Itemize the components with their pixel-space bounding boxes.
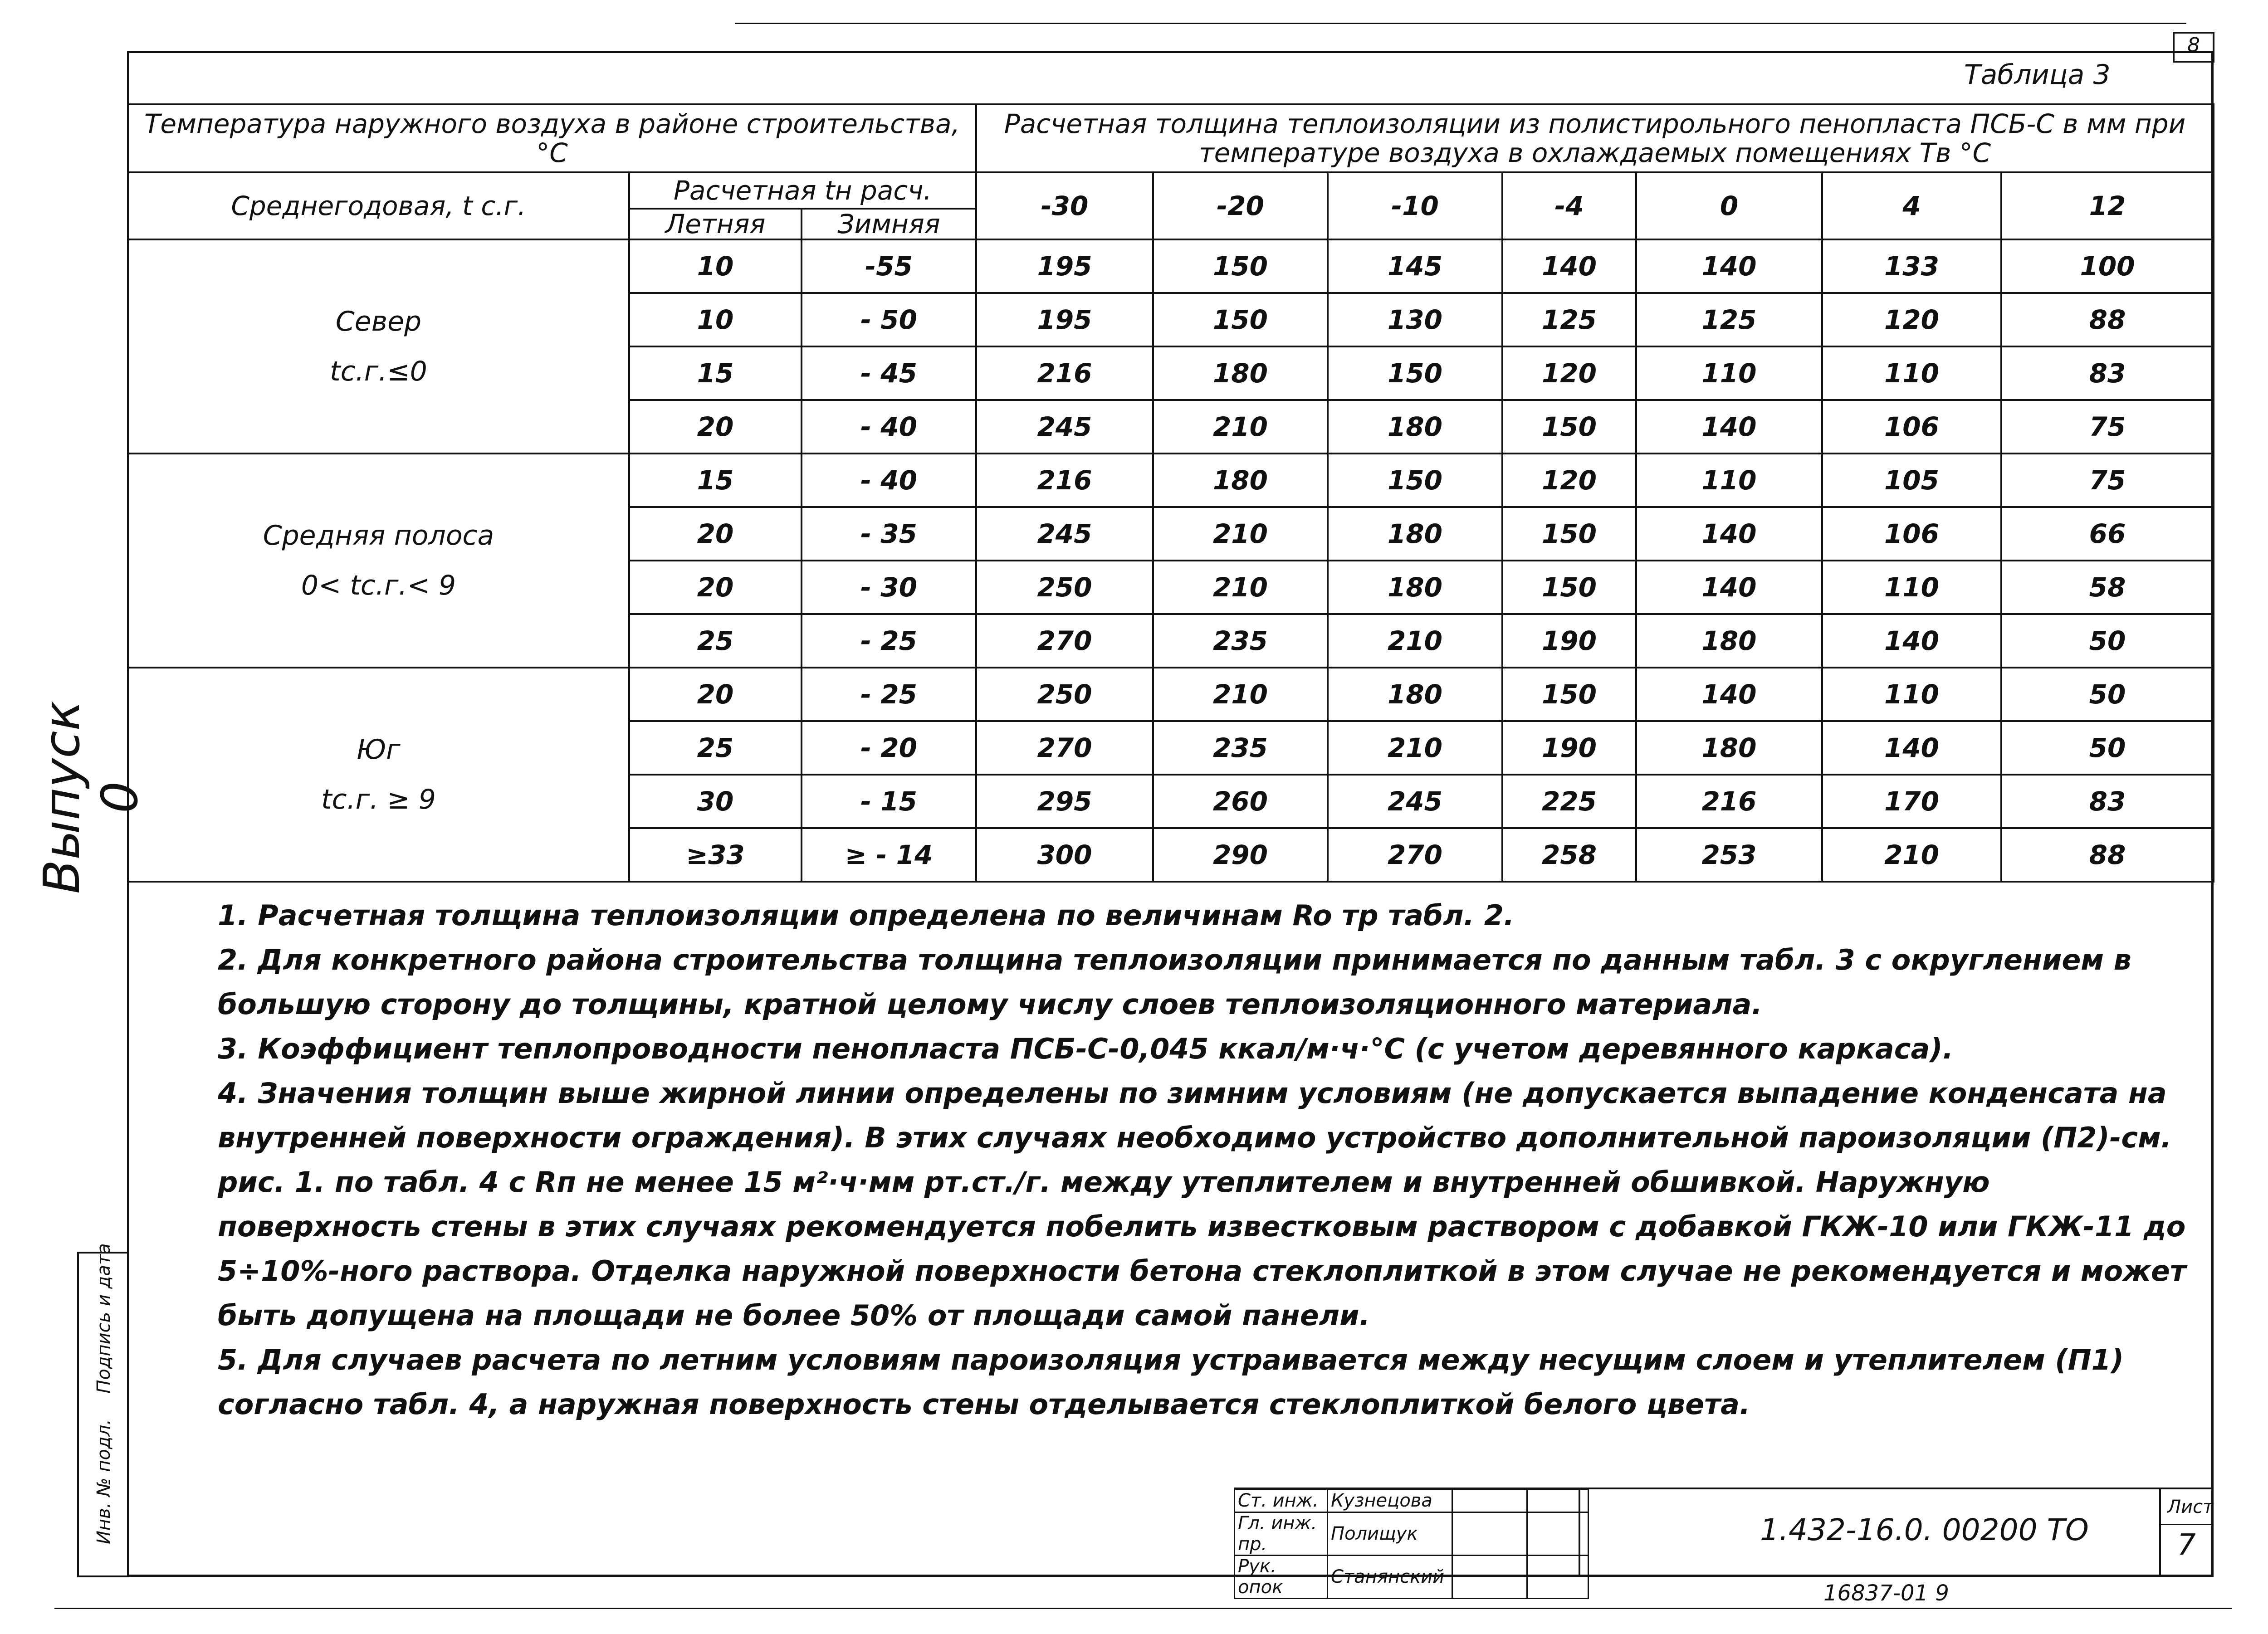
table-cell: 180 <box>1328 507 1502 561</box>
table-cell: 50 <box>2001 721 2214 775</box>
table-cell: 58 <box>2001 561 2214 614</box>
table-cell: 180 <box>1636 721 1822 775</box>
table-cell: 50 <box>2001 668 2214 721</box>
note-4: 4. Значения толщин выше жирной линии определены по зимним условиям (не допускается выпадение конденсата на внутренней поверхности ограждения). В этих случаях необходимо устройство дополнительной пароизоляции (П2)-см. рис. 1. по табл. 4 с Rп не менее 15 м²·ч·мм рт.ст./г. между утеплителем и внутренней обшивкой. Наружную поверхность стены в этих случаях рекомендуется побелить известковым раствором с добавкой ГКЖ-10 или ГКЖ-11 до 5÷10%-ного раствора. Отделка наружной поверхности бетона стеклоплиткой в этом случае не рекомендуется и может быть допущена на площади не более 50% от площади самой панели. <box>218 1077 2186 1332</box>
note-5: 5. Для случаев расчета по летним условиям пароизоляция устраивается между несущим слоем и утеплителем (П1) согласно табл. 4, а наружная поверхность стены отделывается стеклоплиткой белого цвета. <box>218 1343 2124 1421</box>
table-cell: 125 <box>1502 293 1636 346</box>
table-cell: 150 <box>1153 239 1328 293</box>
sheet-label-line <box>2159 1524 2213 1525</box>
zone-name: Юг <box>357 734 401 766</box>
zone-cell <box>128 239 629 454</box>
table-cell: 83 <box>2001 775 2214 828</box>
table-cell: 75 <box>2001 400 2214 454</box>
table-cell: - 35 <box>802 507 976 561</box>
zone-condition: tс.г. ≥ 9 <box>321 784 436 815</box>
table-cell: 150 <box>1153 293 1328 346</box>
table-cell: 245 <box>1328 775 1502 828</box>
header-avg: Среднегодовая, t с.г. <box>128 172 629 239</box>
table-cell: 250 <box>976 668 1153 721</box>
table-cell: 210 <box>1153 668 1328 721</box>
table-cell: 83 <box>2001 346 2214 400</box>
signature-1 <box>1452 1489 1527 1512</box>
note-3: 3. Коэффициент теплопроводности пенопласта ПСБ-С-0,045 ккал/м·ч·°С (с учетом деревянного каркаса). <box>218 1032 1954 1065</box>
table-cell: 225 <box>1502 775 1636 828</box>
table-cell: 88 <box>2001 828 2214 882</box>
table-cell: 140 <box>1636 239 1822 293</box>
table-cell: 270 <box>976 721 1153 775</box>
role-3: Рук. опок <box>1235 1556 1328 1599</box>
table-cell: 105 <box>1822 454 2001 507</box>
signature-2 <box>1452 1512 1527 1556</box>
table-cell: 145 <box>1328 239 1502 293</box>
table-cell: 195 <box>976 293 1153 346</box>
table-cell: - 20 <box>802 721 976 775</box>
table-cell: -55 <box>802 239 976 293</box>
table-cell: 25 <box>629 614 802 668</box>
table-cell: 88 <box>2001 293 2214 346</box>
table-cell: 140 <box>1502 239 1636 293</box>
zone-cell <box>128 668 629 882</box>
title-block-divider <box>1579 1488 1580 1576</box>
role-1: Ст. инж. <box>1235 1489 1328 1512</box>
table-cell: - 40 <box>802 400 976 454</box>
table-cell: 133 <box>1822 239 2001 293</box>
table-cell: 180 <box>1328 400 1502 454</box>
table-cell: 140 <box>1636 668 1822 721</box>
table-cell: 190 <box>1502 721 1636 775</box>
table-cell: 125 <box>1636 293 1822 346</box>
table-cell: - 25 <box>802 614 976 668</box>
table-cell: - 50 <box>802 293 976 346</box>
temp-col: 12 <box>2001 172 2214 239</box>
header-summer: Летняя <box>629 209 802 239</box>
table-cell: 195 <box>976 239 1153 293</box>
corner-number-box <box>2173 32 2214 63</box>
role-2: Гл. инж. пр. <box>1235 1512 1328 1556</box>
table-cell: 140 <box>1636 561 1822 614</box>
table-cell: 20 <box>629 400 802 454</box>
table-cell: 235 <box>1153 721 1328 775</box>
table-cell: 245 <box>976 507 1153 561</box>
name-1: Кузнецова <box>1328 1489 1452 1512</box>
header-left: Температура наружного воздуха в районе строительства, °С <box>128 104 976 172</box>
table-cell: 20 <box>629 507 802 561</box>
table-cell: 210 <box>1328 721 1502 775</box>
table-cell: 270 <box>976 614 1153 668</box>
table-cell: 290 <box>1153 828 1328 882</box>
table-cell: 270 <box>1328 828 1502 882</box>
binding-stamp <box>77 1243 129 1577</box>
zone-cell <box>128 454 629 668</box>
table-cell: 295 <box>976 775 1153 828</box>
table-cell: 300 <box>976 828 1153 882</box>
signature-3 <box>1452 1556 1527 1599</box>
name-2: Полищук <box>1328 1512 1452 1556</box>
table-cell: 100 <box>2001 239 2214 293</box>
table-cell: 258 <box>1502 828 1636 882</box>
table-cell: 180 <box>1153 454 1328 507</box>
temp-col: 0 <box>1636 172 1822 239</box>
temp-col: -10 <box>1328 172 1502 239</box>
side-label: Выпуск 0 <box>33 700 149 894</box>
header-right: Расчетная толщина теплоизоляции из полистирольного пенопласта ПСБ-С в мм при температуре воздуха в охлаждаемых помещениях Тв °С <box>976 104 2214 172</box>
note-2: 2. Для конкретного района строительства толщина теплоизоляции принимается по данным табл. 3 с округлением в большую сторону до толщины, кратной целому числу слоев теплоизоляционного материала. <box>218 943 2131 1021</box>
table-cell: 260 <box>1153 775 1328 828</box>
table-row <box>128 454 2214 507</box>
table-cell: 216 <box>976 454 1153 507</box>
table-cell: 216 <box>1636 775 1822 828</box>
table-cell: 130 <box>1328 293 1502 346</box>
table-cell: 253 <box>1636 828 1822 882</box>
table-cell: 120 <box>1502 454 1636 507</box>
insulation-table <box>127 103 2214 883</box>
table-cell: ≥ - 14 <box>802 828 976 882</box>
table-cell: ≥33 <box>629 828 802 882</box>
table-cell: 66 <box>2001 507 2214 561</box>
sheet-number: 7 <box>2177 1528 2196 1562</box>
zone-condition: 0< tс.г.< 9 <box>301 570 456 601</box>
table-cell: 50 <box>2001 614 2214 668</box>
sheet-divider <box>2159 1488 2161 1576</box>
table-cell: - 45 <box>802 346 976 400</box>
table-cell: 210 <box>1153 561 1328 614</box>
table-cell: 210 <box>1153 400 1328 454</box>
title-block-signers <box>1234 1488 1589 1599</box>
table-cell: - 30 <box>802 561 976 614</box>
table-cell: 150 <box>1328 454 1502 507</box>
table-cell: 150 <box>1502 507 1636 561</box>
corner-number: 8 <box>2187 34 2200 57</box>
table-cell: 140 <box>1636 507 1822 561</box>
note-1: 1. Расчетная толщина теплоизоляции определена по величинам Ro тр табл. 2. <box>218 899 1515 932</box>
frame-top <box>127 51 2214 53</box>
table-cell: 140 <box>1636 400 1822 454</box>
table-cell: 210 <box>1822 828 2001 882</box>
table-row <box>128 239 2214 293</box>
table-cell: 120 <box>1822 293 2001 346</box>
zone-name: Средняя полоса <box>263 520 494 551</box>
table-cell: 216 <box>976 346 1153 400</box>
stamp-label-sign: Подпись и дата <box>93 1243 114 1394</box>
table-cell: - 40 <box>802 454 976 507</box>
temp-col: -20 <box>1153 172 1328 239</box>
table-cell: 150 <box>1502 668 1636 721</box>
table-cell: 20 <box>629 561 802 614</box>
table-row <box>128 668 2214 721</box>
table-cell: 235 <box>1153 614 1328 668</box>
table-cell: 150 <box>1502 561 1636 614</box>
table-cell: 106 <box>1822 400 2001 454</box>
table-cell: - 15 <box>802 775 976 828</box>
table-cell: 140 <box>1822 721 2001 775</box>
table-cell: 180 <box>1636 614 1822 668</box>
header-winter: Зимняя <box>802 209 976 239</box>
table-cell: 30 <box>629 775 802 828</box>
table-cell: 210 <box>1328 614 1502 668</box>
footer-number: 16837-01 9 <box>1823 1580 1949 1606</box>
table-cell: 170 <box>1822 775 2001 828</box>
table-cell: 110 <box>1636 454 1822 507</box>
table-cell: 110 <box>1822 561 2001 614</box>
table-cell: 106 <box>1822 507 2001 561</box>
table-cell: 15 <box>629 346 802 400</box>
table-cell: 75 <box>2001 454 2214 507</box>
temp-col: -4 <box>1502 172 1636 239</box>
table-cell: 250 <box>976 561 1153 614</box>
table-caption: Таблица 3 <box>1964 59 2111 91</box>
table-cell: 110 <box>1822 668 2001 721</box>
name-3: Станянский <box>1328 1556 1452 1599</box>
temp-col: 4 <box>1822 172 2001 239</box>
header-calc: Расчетная tн расч. <box>629 172 976 209</box>
zone-condition: tс.г.≤0 <box>330 356 427 387</box>
bottom-rule <box>54 1608 2232 1609</box>
sheet-label: Лист <box>2167 1497 2214 1517</box>
table-cell: 180 <box>1328 561 1502 614</box>
zone-name: Север <box>335 306 422 337</box>
frame-bottom <box>127 1575 2214 1577</box>
frame-top-extra <box>735 23 2186 24</box>
table-cell: 150 <box>1328 346 1502 400</box>
table-cell: 180 <box>1328 668 1502 721</box>
table-cell: 150 <box>1502 400 1636 454</box>
table-cell: 20 <box>629 668 802 721</box>
table-cell: 180 <box>1153 346 1328 400</box>
table-cell: 25 <box>629 721 802 775</box>
table-cell: 10 <box>629 239 802 293</box>
table-cell: 210 <box>1153 507 1328 561</box>
table-cell: - 25 <box>802 668 976 721</box>
document-code: 1.432-16.0. 00200 ТО <box>1760 1512 2089 1547</box>
table-cell: 245 <box>976 400 1153 454</box>
stamp-label-inv: Инв. № подл. <box>93 1419 114 1544</box>
table-cell: 110 <box>1636 346 1822 400</box>
temp-col: -30 <box>976 172 1153 239</box>
table-cell: 15 <box>629 454 802 507</box>
table-cell: 140 <box>1822 614 2001 668</box>
table-cell: 120 <box>1502 346 1636 400</box>
table-cell: 190 <box>1502 614 1636 668</box>
notes <box>218 893 2191 1427</box>
table-cell: 10 <box>629 293 802 346</box>
table-cell: 110 <box>1822 346 2001 400</box>
